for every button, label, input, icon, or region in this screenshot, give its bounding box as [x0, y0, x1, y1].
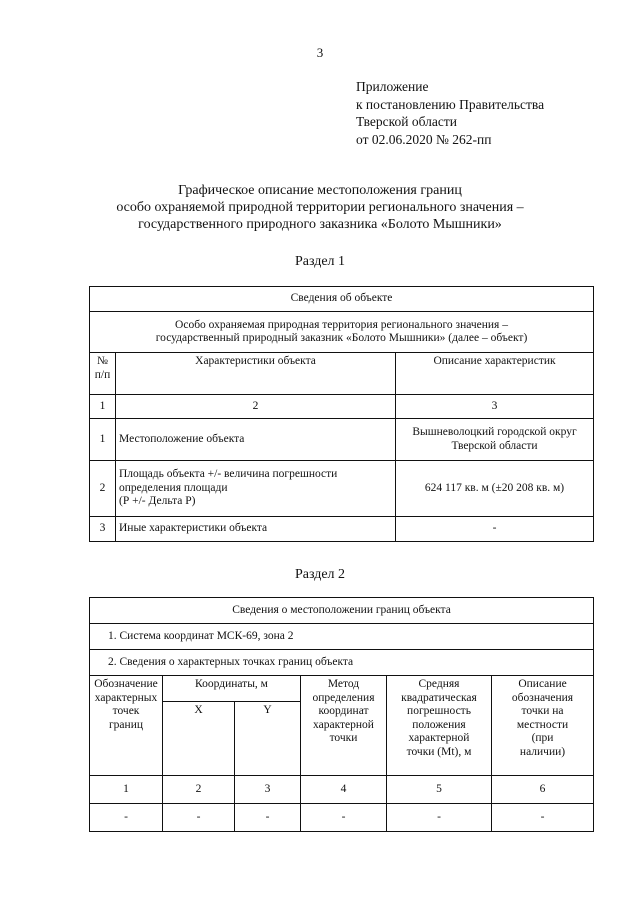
title-line: государственного природного заказника «Болото Мышники» [138, 217, 502, 232]
table-title: Сведения об объекте [90, 287, 594, 312]
column-number: 3 [235, 776, 301, 804]
title-line: Графическое описание местоположения границ [178, 183, 462, 198]
points-title-row [90, 650, 594, 676]
header-y: Y [235, 702, 301, 776]
table-title-row [90, 598, 594, 624]
coord-system-row [90, 624, 594, 650]
title-line: особо охраняемой природной территории регионального значения – [116, 200, 524, 215]
table-cell: - [235, 804, 301, 832]
column-number: 2 [163, 776, 235, 804]
header-x: X [163, 702, 235, 776]
object-name: Особо охраняемая природная территория регионального значения – государственный природный заказник «Болото Мышники» (далее – объект) [90, 312, 594, 353]
appendix-line: к постановлению Правительства [356, 96, 545, 112]
section2-heading: Раздел 2 [294, 567, 346, 582]
header-marker: Описание обозначения точки на местности (при наличии) [492, 676, 594, 776]
table-cell: - [492, 804, 594, 832]
row-characteristic: Иные характеристики объекта [116, 517, 396, 542]
table-cell: - [301, 804, 387, 832]
table-cell: - [90, 804, 163, 832]
column-number: 3 [396, 395, 594, 419]
table-row [90, 419, 594, 461]
header-row [90, 353, 594, 395]
header-method: Метод определения координат характерной точки [301, 676, 387, 776]
row-num: 3 [90, 517, 116, 542]
table-title-row [90, 287, 594, 312]
header-num: № п/п [90, 353, 116, 395]
object-name-row [90, 312, 594, 353]
appendix-line: Тверской области [356, 114, 457, 129]
header-coords: Координаты, м [163, 676, 301, 702]
row-value: Вышневолоцкий городской округ Тверской области [396, 419, 594, 461]
appendix-line: от 02.06.2020 № 262-пп [356, 131, 492, 147]
table-row [90, 461, 594, 517]
column-number-row [90, 395, 594, 419]
boundary-location-table [89, 597, 594, 832]
appendix-note [356, 78, 544, 148]
table-row [90, 517, 594, 542]
page-number: 3 [316, 45, 324, 60]
column-number: 1 [90, 776, 163, 804]
table-cell: - [387, 804, 492, 832]
column-number-row [90, 776, 594, 804]
header-point: Обозначение характерных точек границ [90, 676, 163, 776]
header-error: Средняя квадратическая погрешность положения характерной точки (Mt), м [387, 676, 492, 776]
row-value: - [396, 517, 594, 542]
object-info-table [89, 286, 594, 542]
column-number: 4 [301, 776, 387, 804]
appendix-line: Приложение [356, 79, 429, 94]
column-number: 2 [116, 395, 396, 419]
row-value: 624 117 кв. м (±20 208 кв. м) [396, 461, 594, 517]
section1-heading: Раздел 1 [294, 254, 346, 269]
header-description: Описание характеристик [396, 353, 594, 395]
row-characteristic: Площадь объекта +/- величина погрешности определения площади (Р +/- Дельта Р) [116, 461, 396, 517]
row-characteristic: Местоположение объекта [116, 419, 396, 461]
document-title [60, 182, 580, 233]
row-num: 2 [90, 461, 116, 517]
table-title: Сведения о местоположении границ объекта [90, 598, 594, 624]
coord-system: 1. Система координат МСК-69, зона 2 [90, 624, 594, 650]
column-number: 5 [387, 776, 492, 804]
header-row [90, 676, 594, 702]
column-number: 6 [492, 776, 594, 804]
header-characteristics: Характеристики объекта [116, 353, 396, 395]
column-number: 1 [90, 395, 116, 419]
table-cell: - [163, 804, 235, 832]
row-num: 1 [90, 419, 116, 461]
table-row [90, 804, 594, 832]
points-title: 2. Сведения о характерных точках границ объекта [90, 650, 594, 676]
